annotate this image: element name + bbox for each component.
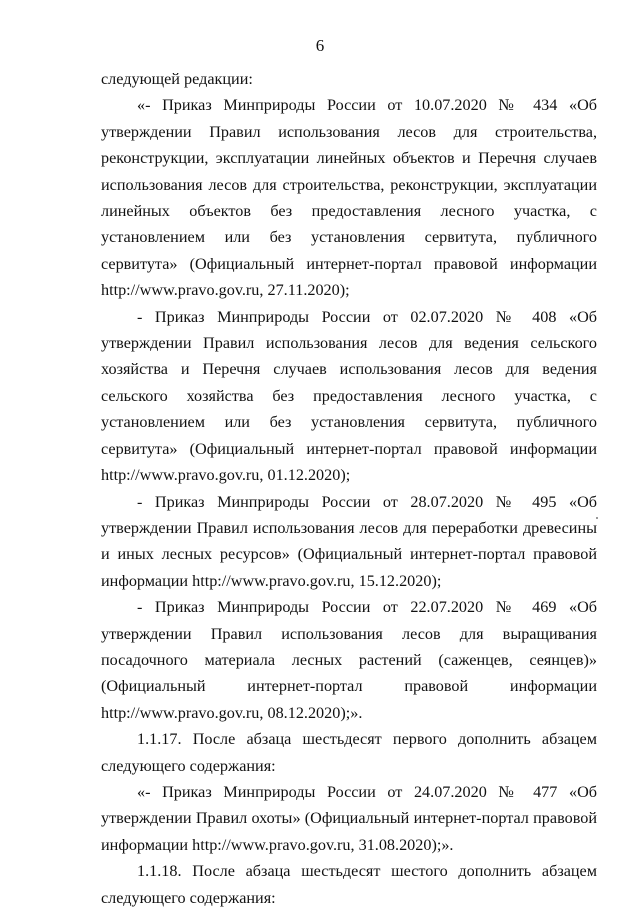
paragraph-order-408: - Приказ Минприроды России от 02.07.2020 № 408 «Об утверждении Правил использования лесов для ведения сельского хозяйства и Перечня случаев использования лесов для ведения сельского хозяйства без предоставления лесного участка, с установлением или без установления сервитута, публичного сервитута» (Официальный интернет-портал правовой информации http://www.pravo.gov.ru, 01.12.2020); <box>101 307 597 485</box>
paragraph-order-434: «- Приказ Минприроды России от 10.07.2020 № 434 «Об утверждении Правил использования лесов для строительства, реконструкции, эксплуатации линейных объектов и Перечня случаев использования лесов для строительства, реконструкции, эксплуатации линейных объектов без предоставления лесного участка, с установлением или без установления сервитута, публичного сервитута» (Официальный интернет-портал правовой информации http://www.pravo.gov.ru, 27.11.2020); <box>101 96 597 300</box>
paragraph-clause-1-1-18: 1.1.18. После абзаца шестьдесят шестого дополнить абзацем следующего содержания: <box>101 862 597 907</box>
paragraph-order-477: «- Приказ Минприроды России от 24.07.2020 № 477 «Об утверждении Правил охоты» (Официальный интернет-портал правовой информации http://www.pravo.gov.ru, 31.08.2020);». <box>101 782 597 854</box>
paragraph-order-495: - Приказ Минприроды России от 28.07.2020 № 495 «Об утверждении Правил использования лесов для переработки древесины и иных лесных ресурсов» (Официальный интернет-портал правовой информации http://www.pravo.gov.ru, 15.12.2020); <box>101 492 597 590</box>
paragraph-order-469: - Приказ Минприроды России от 22.07.2020 № 469 «Об утверждении Правил использования лесов для выращивания посадочного материала лесных растений (саженцев, сеянцев)» (Официальный интернет-портал правовой информации http://www.pravo.gov.ru, 08.12.2020);». <box>101 598 597 722</box>
page-number: 6 <box>315 36 325 55</box>
scan-speck <box>596 517 598 519</box>
paragraph-intro: следующей редакции: <box>101 70 253 88</box>
paragraph-clause-1-1-17: 1.1.17. После абзаца шестьдесят первого дополнить абзацем следующего содержания: <box>101 730 597 775</box>
document-body <box>101 66 597 911</box>
